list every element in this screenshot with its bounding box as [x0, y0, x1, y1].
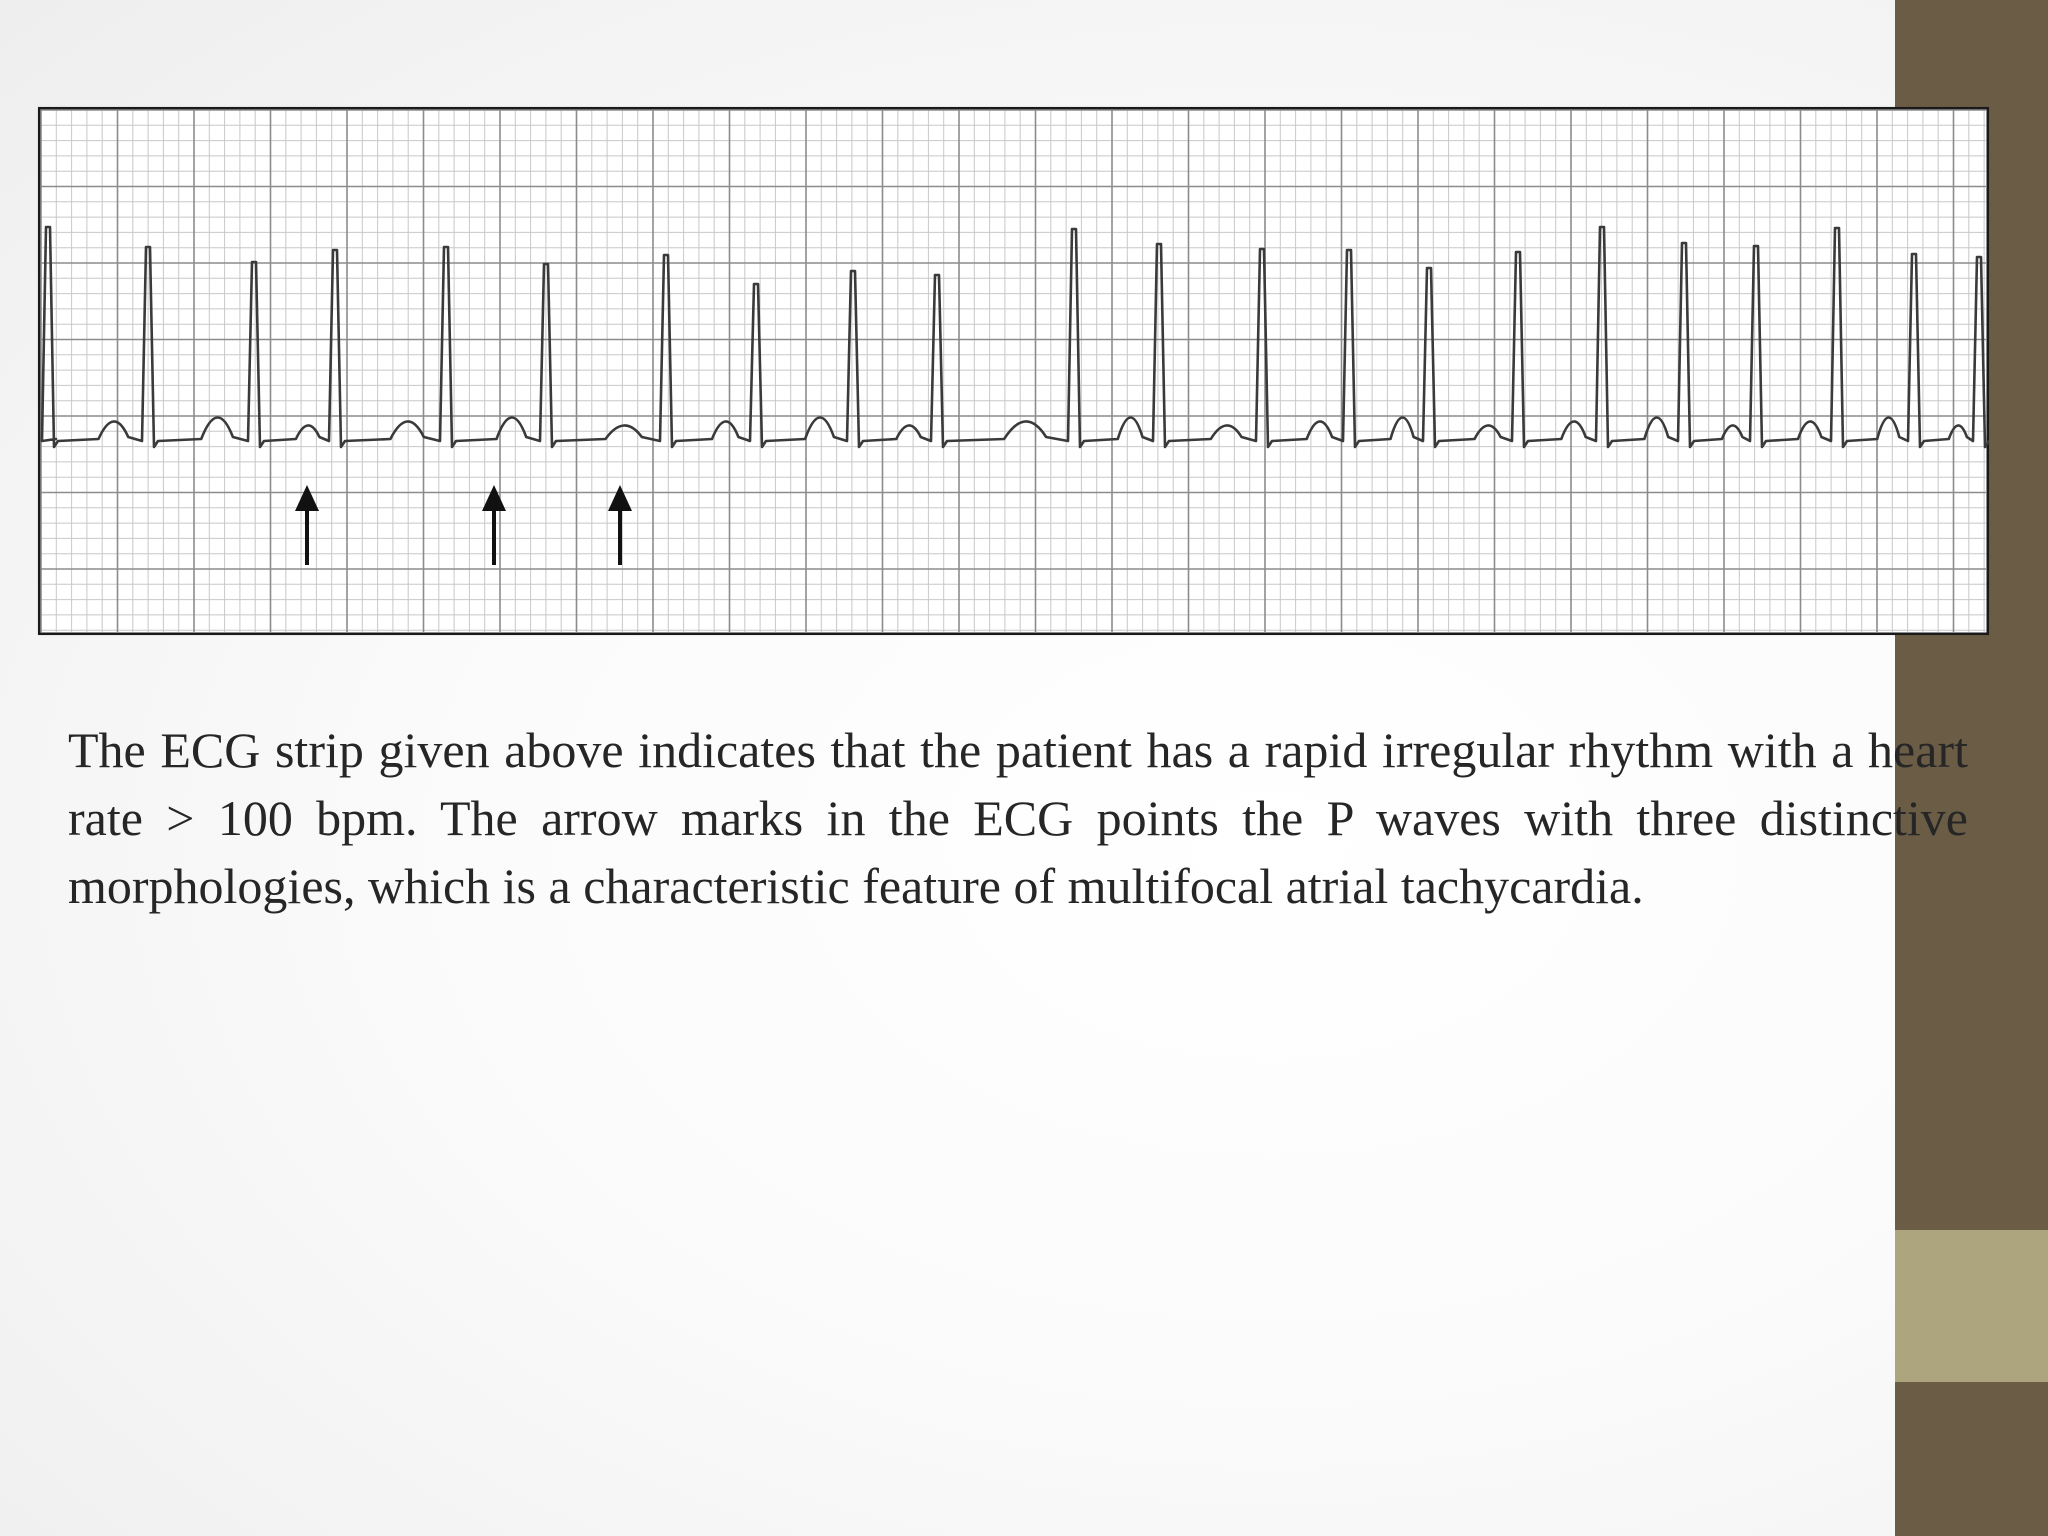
ecg-strip-icon: [38, 107, 1989, 635]
slide-caption: The ECG strip given above indicates that the patient has a rapid irregular rhythm with a heart rate > 100 bpm. The arrow marks in the ECG points the P waves with three distinctive morphologies, which is a characteristic feature of multifocal atrial tachycardia.: [68, 722, 1968, 914]
ecg-strip-figure: [38, 107, 1989, 635]
sidebar-accent: [1895, 1230, 2048, 1382]
